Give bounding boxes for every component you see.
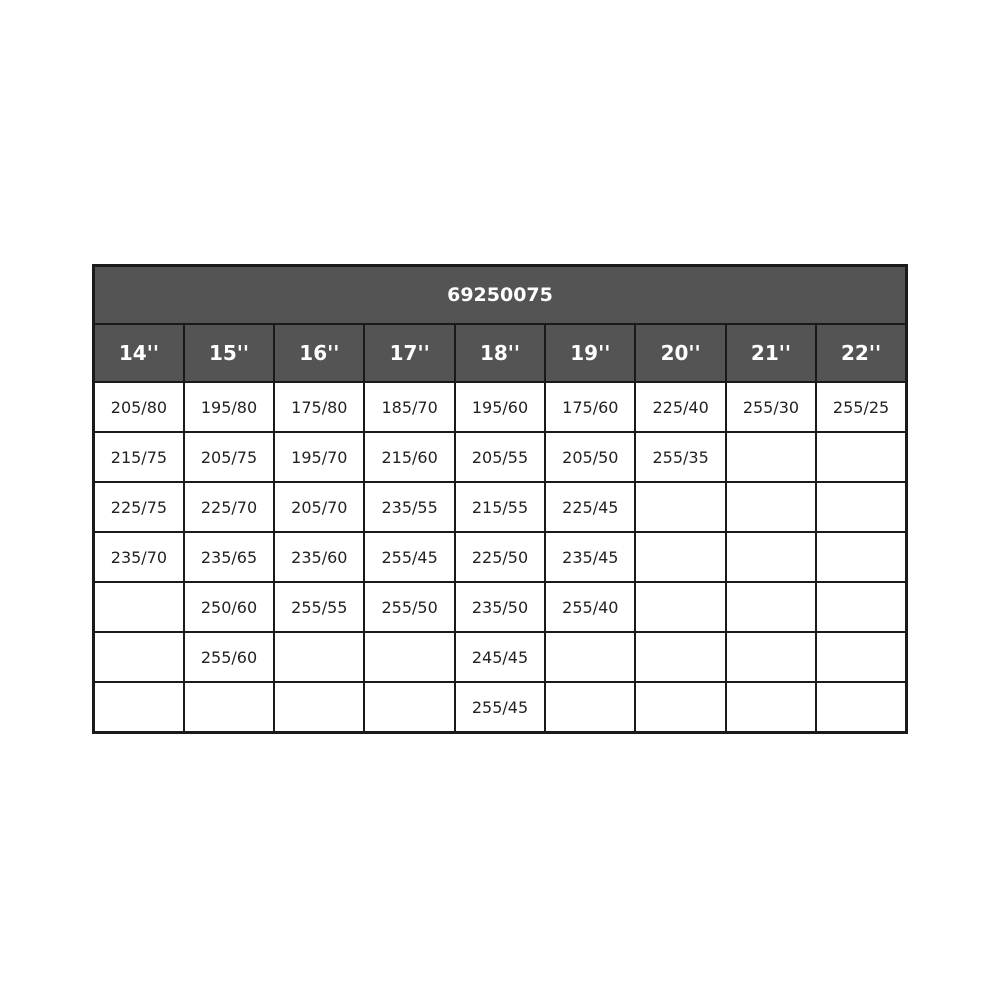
table-cell [635, 582, 725, 632]
table-cell [726, 582, 816, 632]
table-cell [726, 482, 816, 532]
table-cell: 205/55 [455, 432, 545, 482]
table-title-row [94, 266, 907, 325]
table-cell: 215/75 [94, 432, 184, 482]
table-cell: 225/75 [94, 482, 184, 532]
table-cell: 225/70 [184, 482, 274, 532]
table-cell [545, 682, 635, 733]
table-cell [364, 632, 454, 682]
table-cell: 235/55 [364, 482, 454, 532]
table-cell: 255/60 [184, 632, 274, 682]
table-cell [635, 632, 725, 682]
table-cell: 245/45 [455, 632, 545, 682]
table-cell [816, 532, 906, 582]
table-row [94, 432, 907, 482]
table-cell [816, 432, 906, 482]
table-cell: 205/80 [94, 382, 184, 432]
column-header-row [94, 324, 907, 382]
tire-size-table [92, 264, 908, 734]
column-header: 22'' [816, 324, 906, 382]
table-row [94, 632, 907, 682]
table-cell: 255/45 [455, 682, 545, 733]
table-cell: 250/60 [184, 582, 274, 632]
table-cell: 185/70 [364, 382, 454, 432]
table-row [94, 382, 907, 432]
table-cell: 235/65 [184, 532, 274, 582]
column-header: 14'' [94, 324, 184, 382]
table-cell: 235/70 [94, 532, 184, 582]
column-header: 17'' [364, 324, 454, 382]
table-cell: 255/35 [635, 432, 725, 482]
table-cell [816, 632, 906, 682]
table-cell [635, 482, 725, 532]
table-cell [184, 682, 274, 733]
table-cell [726, 682, 816, 733]
table-cell [94, 582, 184, 632]
table-cell: 225/40 [635, 382, 725, 432]
table-cell: 255/45 [364, 532, 454, 582]
table-cell [726, 432, 816, 482]
table-cell [635, 532, 725, 582]
table-cell: 235/50 [455, 582, 545, 632]
table-row [94, 482, 907, 532]
table-cell [726, 532, 816, 582]
table-cell [274, 632, 364, 682]
table-row [94, 532, 907, 582]
column-header: 20'' [635, 324, 725, 382]
table-cell: 255/55 [274, 582, 364, 632]
table-cell [94, 632, 184, 682]
table-cell: 225/45 [545, 482, 635, 532]
table-cell: 255/40 [545, 582, 635, 632]
table-row [94, 682, 907, 733]
table-cell: 205/70 [274, 482, 364, 532]
table-cell: 195/70 [274, 432, 364, 482]
column-header: 16'' [274, 324, 364, 382]
table-cell: 215/55 [455, 482, 545, 532]
table-cell: 235/60 [274, 532, 364, 582]
column-header: 19'' [545, 324, 635, 382]
table-cell [545, 632, 635, 682]
table-cell [816, 682, 906, 733]
table-cell: 225/50 [455, 532, 545, 582]
table-cell: 215/60 [364, 432, 454, 482]
table-cell: 255/50 [364, 582, 454, 632]
column-header: 18'' [455, 324, 545, 382]
column-header: 21'' [726, 324, 816, 382]
table-body [94, 382, 907, 733]
table-row [94, 582, 907, 632]
table-cell [816, 582, 906, 632]
column-header: 15'' [184, 324, 274, 382]
table-cell: 175/80 [274, 382, 364, 432]
table-cell: 205/75 [184, 432, 274, 482]
table-cell: 255/25 [816, 382, 906, 432]
table-cell [274, 682, 364, 733]
table-cell: 195/80 [184, 382, 274, 432]
table-cell: 195/60 [455, 382, 545, 432]
table-cell [816, 482, 906, 532]
table-cell: 235/45 [545, 532, 635, 582]
table-cell: 205/50 [545, 432, 635, 482]
table-cell: 255/30 [726, 382, 816, 432]
table-title: 69250075 [94, 266, 907, 325]
table-cell [726, 632, 816, 682]
table-cell [364, 682, 454, 733]
table-cell [94, 682, 184, 733]
table-cell [635, 682, 725, 733]
table-cell: 175/60 [545, 382, 635, 432]
